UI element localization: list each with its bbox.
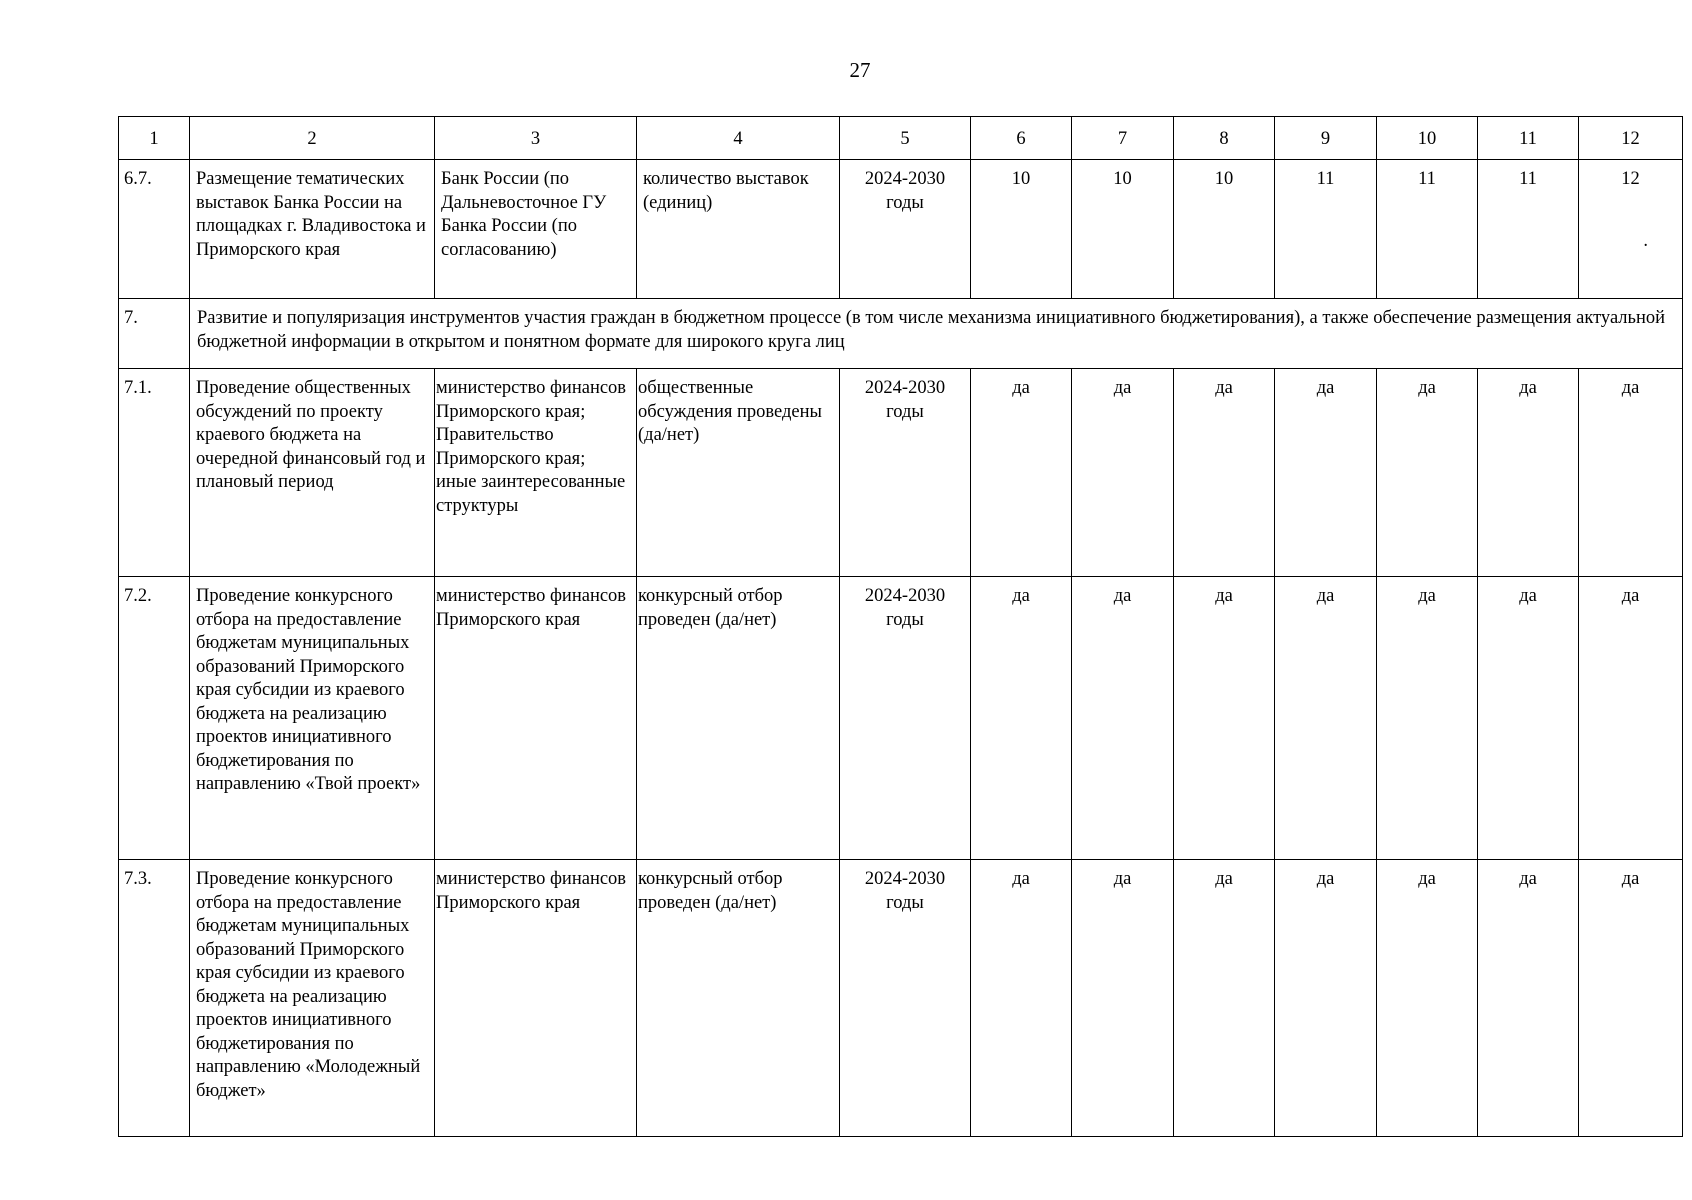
value-cell: да	[1275, 369, 1377, 577]
row-number: 7.	[119, 299, 190, 369]
section-row	[119, 299, 1683, 369]
executor-cell: министерство финансов Приморского края; Правительство Приморского края; иные заинтересованные структуры	[435, 369, 637, 577]
event-cell: Проведение конкурсного отбора на предоставление бюджетам муниципальных образований Приморского края субсидии из краевого бюджета на реализацию проектов инициативного бюджетирования по направлению «Молодежный бюджет»	[190, 860, 435, 1137]
table-row	[119, 860, 1683, 1137]
value-cell: да	[971, 369, 1072, 577]
value-cell: 11	[1275, 160, 1377, 299]
executor-cell: Банк России (по Дальневосточное ГУ Банка России (по согласованию)	[435, 160, 637, 299]
stray-mark: .	[1643, 230, 1648, 251]
event-cell: Размещение тематических выставок Банка России на площадках г. Владивостока и Приморского края	[190, 160, 435, 299]
executor-cell: министерство финансов Приморского края	[435, 577, 637, 860]
column-header: 10	[1377, 117, 1478, 160]
value-cell: 11	[1377, 160, 1478, 299]
value-cell: да	[1579, 577, 1683, 860]
column-header: 1	[119, 117, 190, 160]
value-cell: да	[1377, 860, 1478, 1137]
value-cell: да	[971, 577, 1072, 860]
section-title: Развитие и популяризация инструментов участия граждан в бюджетном процессе (в том числе механизма инициативного бюджетирования), а также обеспечение размещения актуальной бюджетной информации в открытом и понятном формате для широкого круга лиц	[190, 299, 1683, 369]
value-cell: да	[1377, 577, 1478, 860]
table-row	[119, 160, 1683, 299]
event-cell: Проведение конкурсного отбора на предоставление бюджетам муниципальных образований Приморского края субсидии из краевого бюджета на реализацию проектов инициативного бюджетирования по направлению «Твой проект»	[190, 577, 435, 860]
value-cell: да	[1072, 577, 1174, 860]
row-number: 7.2.	[119, 577, 190, 860]
indicator-cell: общественные обсуждения проведены (да/нет)	[637, 369, 840, 577]
value-cell: да	[1275, 577, 1377, 860]
column-header: 4	[637, 117, 840, 160]
value-cell	[1579, 160, 1683, 299]
value-cell: да	[1174, 369, 1275, 577]
column-header: 9	[1275, 117, 1377, 160]
indicator-cell: конкурсный отбор проведен (да/нет)	[637, 860, 840, 1137]
column-header: 12	[1579, 117, 1683, 160]
table-header-row	[119, 117, 1683, 160]
plan-table	[118, 116, 1683, 1137]
column-header: 2	[190, 117, 435, 160]
value-cell: да	[1478, 577, 1579, 860]
period-cell: 2024-2030 годы	[840, 160, 971, 299]
page-number: 27	[849, 58, 871, 82]
row-number: 6.7.	[119, 160, 190, 299]
value-cell: да	[971, 860, 1072, 1137]
indicator-cell: количество выставок (единиц)	[637, 160, 840, 299]
executor-cell: министерство финансов Приморского края	[435, 860, 637, 1137]
value-cell: 11	[1478, 160, 1579, 299]
row-number: 7.1.	[119, 369, 190, 577]
table-row	[119, 577, 1683, 860]
value-cell: да	[1174, 577, 1275, 860]
column-header: 11	[1478, 117, 1579, 160]
period-cell: 2024-2030 годы	[840, 860, 971, 1137]
value-cell: да	[1579, 369, 1683, 577]
period-cell: 2024-2030 годы	[840, 369, 971, 577]
indicator-cell: конкурсный отбор проведен (да/нет)	[637, 577, 840, 860]
row-number: 7.3.	[119, 860, 190, 1137]
table-row	[119, 369, 1683, 577]
value-cell: 10	[1174, 160, 1275, 299]
value-text: 12	[1621, 169, 1640, 189]
value-cell: да	[1579, 860, 1683, 1137]
period-cell: 2024-2030 годы	[840, 577, 971, 860]
column-header: 3	[435, 117, 637, 160]
value-cell: да	[1072, 860, 1174, 1137]
value-cell: да	[1478, 369, 1579, 577]
value-cell: да	[1275, 860, 1377, 1137]
column-header: 6	[971, 117, 1072, 160]
value-cell: да	[1478, 860, 1579, 1137]
column-header: 5	[840, 117, 971, 160]
value-cell: 10	[971, 160, 1072, 299]
value-cell: да	[1174, 860, 1275, 1137]
value-cell: 10	[1072, 160, 1174, 299]
column-header: 7	[1072, 117, 1174, 160]
event-cell: Проведение общественных обсуждений по проекту краевого бюджета на очередной финансовый год и плановый период	[190, 369, 435, 577]
column-header: 8	[1174, 117, 1275, 160]
value-cell: да	[1072, 369, 1174, 577]
value-cell: да	[1377, 369, 1478, 577]
